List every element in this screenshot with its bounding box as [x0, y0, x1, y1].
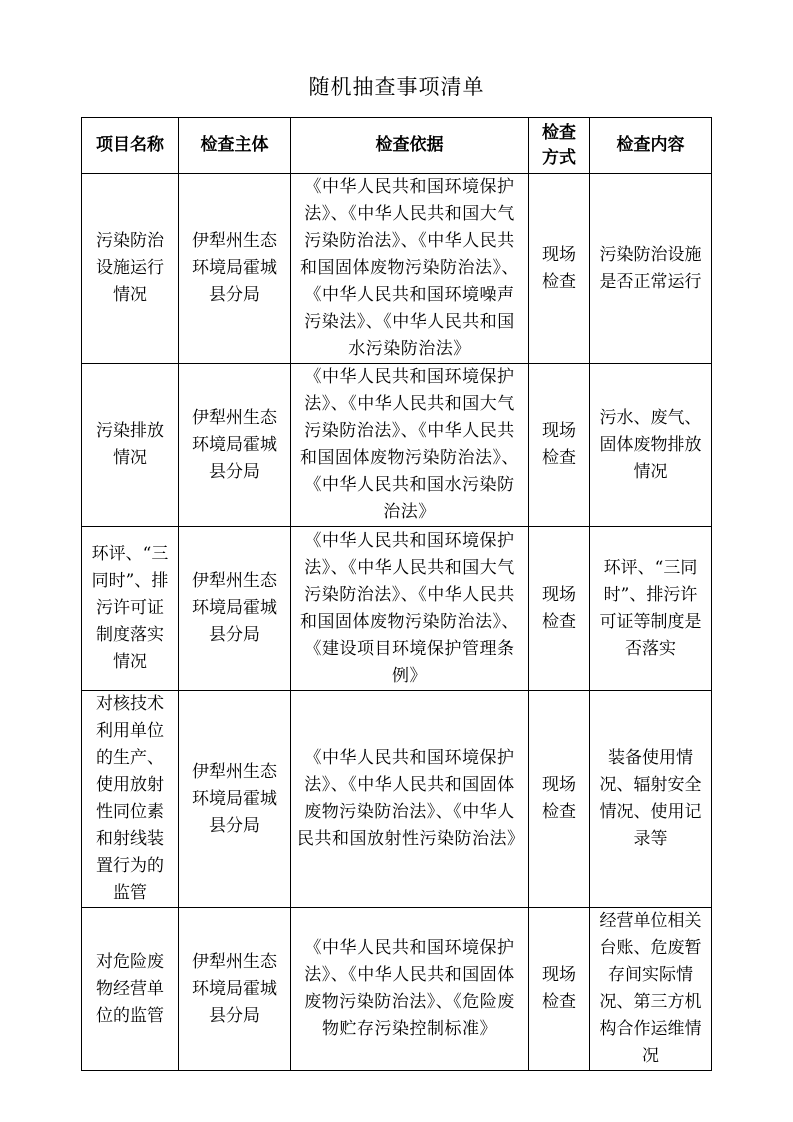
header-check-basis: 检查依据	[291, 118, 529, 174]
cell-check-basis: 《中华人民共和国环境保护法》、《中华人民共和国大气污染防治法》、《中华人民共和国固体废物污染防治法》、《建设项目环境保护管理条例》	[291, 527, 529, 691]
cell-check-subject: 伊犁州生态环境局霍城县分局	[179, 364, 291, 527]
table-row	[82, 174, 712, 364]
cell-check-basis: 《中华人民共和国环境保护法》、《中华人民共和国固体废物污染防治法》、《中华人民共和国放射性污染防治法》	[291, 691, 529, 908]
cell-check-subject: 伊犁州生态环境局霍城县分局	[179, 527, 291, 691]
cell-check-method: 现场检查	[529, 691, 590, 908]
header-check-subject: 检查主体	[179, 118, 291, 174]
cell-check-content: 污染防治设施是否正常运行	[590, 174, 712, 364]
cell-check-content: 经营单位相关台账、危废暂存间实际情况、第三方机构合作运维情况	[590, 908, 712, 1071]
table-row	[82, 691, 712, 908]
cell-check-basis: 《中华人民共和国环境保护法》、《中华人民共和国大气污染防治法》、《中华人民共和国固体废物污染防治法》、《中华人民共和国水污染防治法》	[291, 364, 529, 527]
cell-item-name: 对核技术利用单位的生产、使用放射性同位素和射线装置行为的监管	[82, 691, 179, 908]
cell-check-basis: 《中华人民共和国环境保护法》、《中华人民共和国固体废物污染防治法》、《危险废物贮存污染控制标准》	[291, 908, 529, 1071]
table-header-row	[82, 118, 712, 174]
cell-check-subject: 伊犁州生态环境局霍城县分局	[179, 174, 291, 364]
cell-item-name: 污染排放情况	[82, 364, 179, 527]
table-row	[82, 364, 712, 527]
document-title: 随机抽查事项清单	[308, 75, 485, 99]
cell-item-name: 环评、“三同时”、排污许可证制度落实情况	[82, 527, 179, 691]
header-check-method: 检查方式	[529, 118, 590, 174]
cell-check-subject: 伊犁州生态环境局霍城县分局	[179, 908, 291, 1071]
cell-check-content: 环评、“三同时”、排污许可证等制度是否落实	[590, 527, 712, 691]
table-row	[82, 908, 712, 1071]
inspection-items-table	[81, 117, 712, 1071]
cell-check-method: 现场检查	[529, 174, 590, 364]
header-check-content: 检查内容	[590, 118, 712, 174]
cell-check-content: 污水、废气、固体废物排放情况	[590, 364, 712, 527]
cell-check-basis: 《中华人民共和国环境保护法》、《中华人民共和国大气污染防治法》、《中华人民共和国固体废物污染防治法》、《中华人民共和国环境噪声污染法》、《中华人民共和国水污染防治法》	[291, 174, 529, 364]
header-item-name: 项目名称	[82, 118, 179, 174]
cell-item-name: 污染防治设施运行情况	[82, 174, 179, 364]
cell-item-name: 对危险废物经营单位的监管	[82, 908, 179, 1071]
cell-check-subject: 伊犁州生态环境局霍城县分局	[179, 691, 291, 908]
cell-check-method: 现场检查	[529, 364, 590, 527]
cell-check-method: 现场检查	[529, 908, 590, 1071]
table-row	[82, 527, 712, 691]
cell-check-content: 装备使用情况、辐射安全情况、使用记录等	[590, 691, 712, 908]
cell-check-method: 现场检查	[529, 527, 590, 691]
